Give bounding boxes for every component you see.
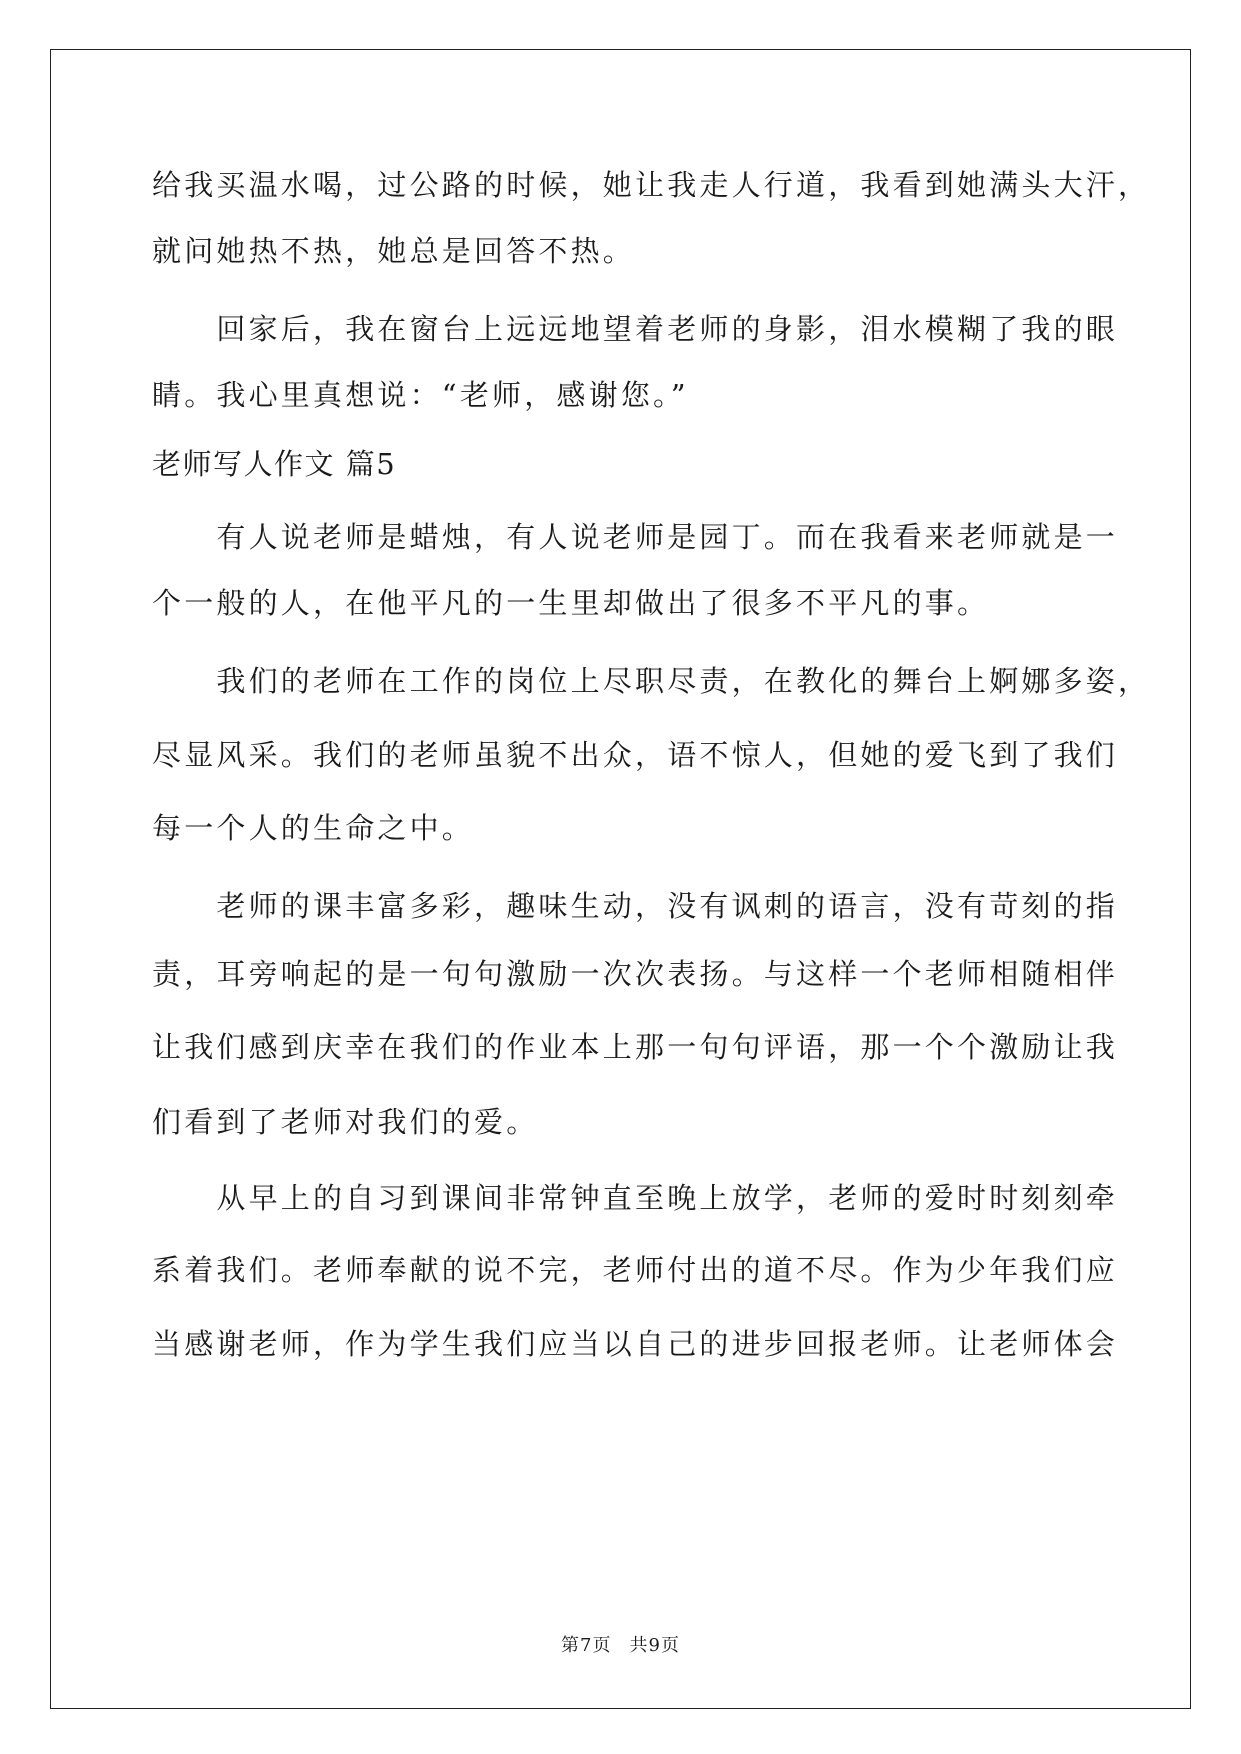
text-line: 尽显风采。我们的老师虽貌不出众，语不惊人，但她的爱飞到了我们 — [152, 738, 1119, 772]
page-footer — [0, 1631, 1241, 1657]
section-heading: 老师写人作文 篇5 — [152, 447, 397, 481]
text-line: 每一个人的生命之中。 — [152, 811, 475, 845]
text-line: 睛。我心里真想说：“老师，感谢您。” — [152, 378, 689, 412]
paragraph-start: 我们的老师在工作的岗位上尽职尽责，在教化的舞台上婀娜多姿， — [152, 664, 1151, 698]
paragraph-start: 回家后，我在窗台上远远地望着老师的身影，泪水模糊了我的眼 — [152, 312, 1119, 346]
text-line: 责，耳旁响起的是一句句激励一次次表扬。与这样一个老师相随相伴 — [152, 957, 1119, 991]
text-line: 让我们感到庆幸在我们的作业本上那一句句评语，那一个个激励让我 — [152, 1030, 1119, 1064]
text-line: 们看到了老师对我们的爱。 — [152, 1105, 539, 1139]
page-number: 第7页 — [561, 1635, 612, 1656]
page-total: 共9页 — [629, 1635, 680, 1656]
text-line: 当感谢老师，作为学生我们应当以自己的进步回报老师。让老师体会 — [152, 1327, 1119, 1361]
paragraph-start: 有人说老师是蜡烛，有人说老师是园丁。而在我看来老师就是一 — [152, 520, 1119, 554]
text-line: 给我买温水喝，过公路的时候，她让我走人行道，我看到她满头大汗， — [152, 168, 1151, 202]
text-line: 个一般的人，在他平凡的一生里却做出了很多不平凡的事。 — [152, 586, 990, 620]
page-border — [50, 49, 1191, 1709]
text-line: 系着我们。老师奉献的说不完，老师付出的道不尽。作为少年我们应 — [152, 1253, 1119, 1287]
paragraph-start: 从早上的自习到课间非常钟直至晚上放学，老师的爱时时刻刻牵 — [152, 1181, 1119, 1215]
paragraph-start: 老师的课丰富多彩，趣味生动，没有讽刺的语言，没有苛刻的指 — [152, 889, 1119, 923]
text-line: 就问她热不热，她总是回答不热。 — [152, 234, 636, 268]
